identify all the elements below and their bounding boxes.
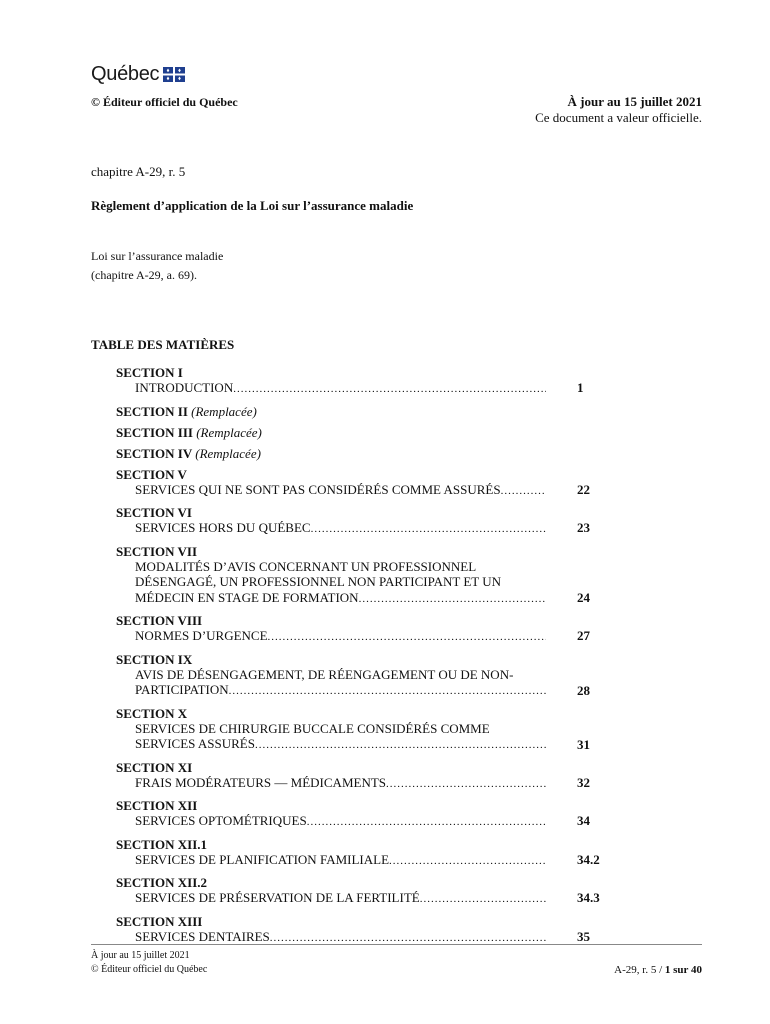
toc-page-number: 34.3 bbox=[577, 890, 600, 905]
toc-section-title bbox=[135, 667, 546, 700]
publisher-label: © Éditeur officiel du Québec bbox=[91, 95, 238, 109]
toc-section-number: SECTION VIII bbox=[116, 613, 203, 628]
toc-page-number: 31 bbox=[577, 736, 590, 752]
toc-title-text: SERVICES ASSURÉS bbox=[135, 736, 255, 751]
toc-section-note: (Remplacée) bbox=[196, 424, 262, 440]
toc-entry[interactable] bbox=[116, 613, 616, 646]
footer-publisher: © Éditeur officiel du Québec bbox=[91, 964, 208, 975]
footer-ref-prefix: A-29, r. 5 / bbox=[614, 964, 665, 976]
toc-page-number: 34 bbox=[577, 813, 590, 828]
toc-title-text: NORMES D’URGENCE bbox=[135, 628, 268, 643]
toc-entry[interactable] bbox=[116, 760, 616, 793]
toc-entry[interactable] bbox=[116, 505, 616, 538]
toc-section-heading bbox=[116, 706, 616, 721]
toc-entry[interactable] bbox=[116, 365, 616, 398]
footer-page-count: 1 sur 40 bbox=[664, 964, 702, 976]
toc-section-title bbox=[135, 559, 546, 608]
toc-section-heading bbox=[116, 467, 616, 482]
toc-title-last-line bbox=[135, 380, 546, 398]
toc-section-title bbox=[135, 890, 546, 908]
toc-section-number: SECTION IV bbox=[116, 445, 192, 461]
toc-title-line: MODALITÉS D’AVIS CONCERNANT UN PROFESSIONNEL bbox=[135, 558, 477, 574]
toc-section-number: SECTION III bbox=[116, 424, 193, 440]
toc-title-line: AVIS DE DÉSENGAGEMENT, DE RÉENGAGEMENT OU DE NON- bbox=[135, 666, 514, 682]
toc-title-text: SERVICES DE PRÉSERVATION DE LA FERTILITÉ bbox=[135, 890, 420, 905]
toc-section-heading bbox=[116, 837, 616, 852]
toc-section-title bbox=[135, 852, 546, 870]
toc-title-last-line bbox=[135, 775, 546, 793]
toc-title: TABLE DES MATIÈRES bbox=[91, 337, 235, 352]
toc-section-title bbox=[135, 628, 546, 646]
toc-page-number: 27 bbox=[577, 628, 590, 643]
toc-title-text: SERVICES HORS DU QUÉBEC bbox=[135, 520, 311, 535]
toc-entry[interactable] bbox=[116, 798, 616, 831]
toc-leader-dots bbox=[501, 484, 546, 500]
toc-section-number: SECTION I bbox=[116, 365, 183, 380]
toc-page-number: 35 bbox=[577, 928, 590, 944]
toc-entry[interactable] bbox=[116, 544, 616, 608]
toc-leader-dots bbox=[386, 777, 546, 793]
toc-page-number: 28 bbox=[577, 682, 590, 698]
toc-title-text: FRAIS MODÉRATEURS — MÉDICAMENTS bbox=[135, 774, 386, 790]
toc-title-text: MÉDECIN EN STAGE DE FORMATION bbox=[135, 589, 359, 605]
toc-section-number: SECTION XII.1 bbox=[116, 836, 208, 852]
toc-leader-dots bbox=[268, 630, 546, 646]
footer-up-to-date: À jour au 15 juillet 2021 bbox=[91, 950, 190, 961]
toc-title-text: SERVICES QUI NE SONT PAS CONSIDÉRÉS COMME ASSURÉS bbox=[135, 481, 501, 497]
toc-page-number: 22 bbox=[577, 481, 590, 497]
toc-section-heading bbox=[116, 875, 616, 890]
toc-entry[interactable] bbox=[116, 706, 616, 754]
toc-section-heading bbox=[116, 544, 616, 559]
toc-section-note: (Remplacée) bbox=[191, 403, 257, 419]
toc-leader-dots bbox=[389, 854, 546, 870]
toc-section-number: SECTION XI bbox=[116, 759, 193, 775]
toc-section-heading bbox=[116, 613, 616, 628]
toc-section-title bbox=[135, 380, 546, 398]
toc-section-number: SECTION II bbox=[116, 403, 188, 419]
footer-page-ref bbox=[614, 964, 702, 976]
up-to-date-label: À jour au 15 juillet 2021 bbox=[567, 94, 702, 109]
toc-leader-dots bbox=[229, 684, 546, 700]
toc-section-number: SECTION VII bbox=[116, 543, 198, 559]
toc-section-heading bbox=[116, 446, 616, 461]
toc-section-title bbox=[135, 813, 546, 831]
toc-section-number: SECTION V bbox=[116, 466, 187, 482]
toc-entry[interactable] bbox=[116, 652, 616, 700]
toc-page-number: 32 bbox=[577, 774, 590, 790]
toc-entry[interactable] bbox=[116, 875, 616, 908]
toc-section-heading bbox=[116, 652, 616, 667]
toc-entry[interactable] bbox=[116, 837, 616, 870]
toc-title-text: SERVICES OPTOMÉTRIQUES bbox=[135, 813, 307, 828]
toc-entry[interactable] bbox=[116, 446, 616, 461]
toc-title-text: PARTICIPATION bbox=[135, 682, 229, 697]
toc-title-last-line bbox=[135, 890, 546, 908]
toc-title-line: DÉSENGAGÉ, UN PROFESSIONNEL NON PARTICIPANT ET UN bbox=[135, 574, 502, 589]
toc-title-text: INTRODUCTION bbox=[135, 380, 234, 395]
toc-leader-dots bbox=[311, 522, 546, 538]
toc-title-last-line bbox=[135, 736, 546, 754]
chapter-ref: chapitre A-29, r. 5 bbox=[91, 164, 186, 179]
toc-section-heading bbox=[116, 760, 616, 775]
logo-wordmark: Québec bbox=[91, 62, 160, 85]
toc-section-heading bbox=[116, 914, 616, 929]
toc-title-last-line bbox=[135, 813, 546, 831]
toc-leader-dots bbox=[255, 738, 546, 754]
toc-entry[interactable] bbox=[116, 467, 616, 500]
toc-title-line: SERVICES DE CHIRURGIE BUCCALE CONSIDÉRÉS COMME bbox=[135, 720, 490, 736]
regulation-title: Règlement d’application de la Loi sur l’assurance maladie bbox=[91, 198, 414, 213]
toc-entry[interactable] bbox=[116, 425, 616, 440]
toc-section-number: SECTION XIII bbox=[116, 913, 203, 929]
toc-page-number: 23 bbox=[577, 520, 590, 535]
toc-title-last-line bbox=[135, 520, 546, 538]
toc-section-number: SECTION XII bbox=[116, 798, 198, 813]
toc-section-note: (Remplacée) bbox=[195, 445, 261, 461]
quebec-logo bbox=[91, 63, 185, 85]
toc-entry[interactable] bbox=[116, 404, 616, 419]
toc-title-last-line bbox=[135, 852, 546, 870]
toc-leader-dots bbox=[359, 592, 546, 608]
toc-section-heading bbox=[116, 505, 616, 520]
law-name: Loi sur l’assurance maladie bbox=[91, 249, 224, 263]
toc-section-title bbox=[135, 482, 546, 500]
toc-section-title bbox=[135, 721, 546, 754]
law-reference: (chapitre A-29, a. 69). bbox=[91, 268, 197, 282]
toc-section-title bbox=[135, 520, 546, 538]
table-of-contents bbox=[116, 365, 616, 952]
toc-page-number: 24 bbox=[577, 589, 590, 605]
toc-page-number: 1 bbox=[577, 380, 584, 395]
toc-section-number: SECTION VI bbox=[116, 505, 192, 520]
toc-leader-dots bbox=[420, 892, 546, 908]
toc-section-number: SECTION X bbox=[116, 705, 188, 721]
toc-leader-dots bbox=[233, 382, 546, 398]
toc-section-number: SECTION IX bbox=[116, 651, 193, 667]
toc-title-last-line bbox=[135, 482, 546, 500]
toc-title-last-line bbox=[135, 628, 546, 646]
toc-page-number: 34.2 bbox=[577, 851, 600, 867]
toc-section-heading bbox=[116, 798, 616, 813]
toc-title-last-line bbox=[135, 590, 546, 608]
toc-section-heading bbox=[116, 365, 616, 380]
toc-leader-dots bbox=[307, 815, 546, 831]
footer-divider bbox=[91, 944, 702, 945]
toc-section-heading bbox=[116, 425, 616, 440]
toc-title-text: SERVICES DE PLANIFICATION FAMILIALE bbox=[135, 851, 390, 867]
quebec-flag-icon bbox=[163, 67, 185, 82]
toc-title-last-line bbox=[135, 682, 546, 700]
toc-title-text: SERVICES DENTAIRES bbox=[135, 928, 270, 944]
toc-section-number: SECTION XII.2 bbox=[116, 875, 208, 890]
official-note: Ce document a valeur officielle. bbox=[535, 110, 702, 125]
toc-section-title bbox=[135, 775, 546, 793]
toc-section-heading bbox=[116, 404, 616, 419]
toc-entry[interactable] bbox=[116, 914, 616, 947]
